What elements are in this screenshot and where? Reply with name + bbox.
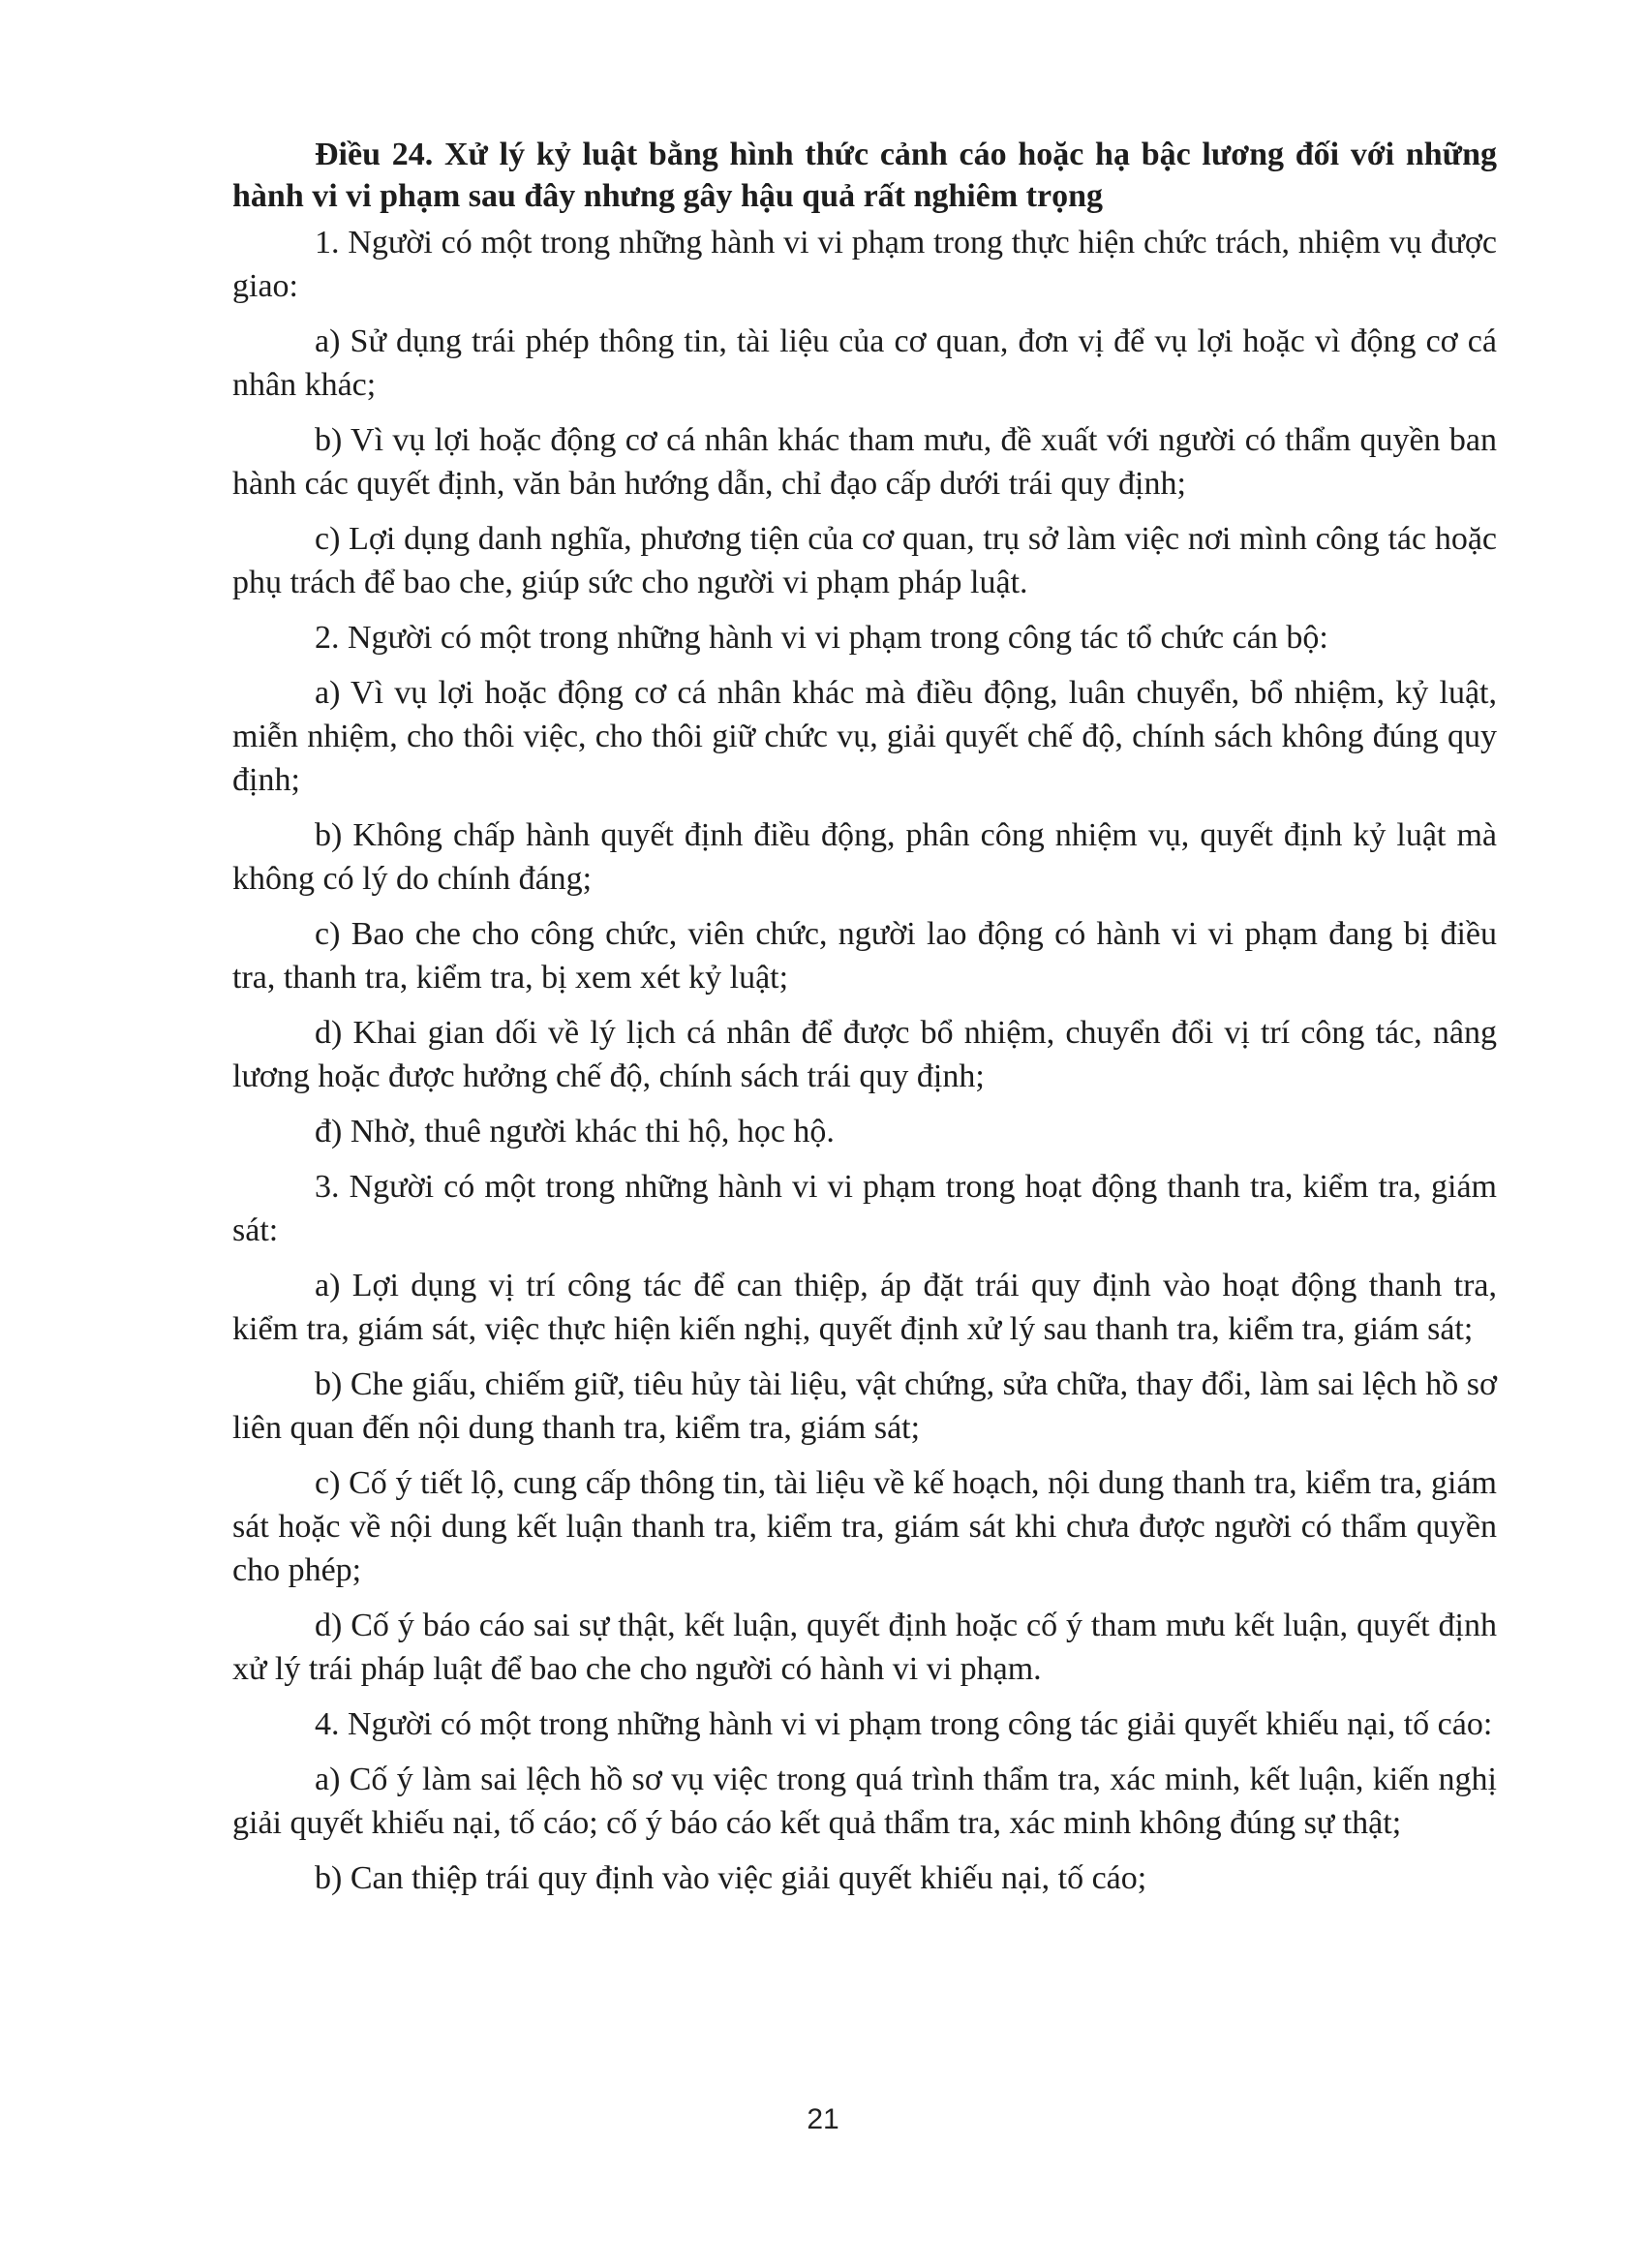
document-body <box>232 134 1497 1912</box>
paragraph-clause-1a: a) Sử dụng trái phép thông tin, tài liệu của cơ quan, đơn vị để vụ lợi hoặc vì động cơ cá nhân khác; <box>232 323 1497 403</box>
paragraph-clause-2d: d) Khai gian dối về lý lịch cá nhân để được bổ nhiệm, chuyển đổi vị trí công tác, nâng lương hoặc được hưởng chế độ, chính sách trái quy định; <box>232 1015 1497 1094</box>
paragraph-clause-3a: a) Lợi dụng vị trí công tác để can thiệp, áp đặt trái quy định vào hoạt động thanh tra, kiểm tra, giám sát, việc thực hiện kiến nghị, quyết định xử lý sau thanh tra, kiểm tra, giám sát; <box>232 1268 1497 1347</box>
paragraph-clause-1c: c) Lợi dụng danh nghĩa, phương tiện của cơ quan, trụ sở làm việc nơi mình công tác hoặc phụ trách để bao che, giúp sức cho người vi phạm pháp luật. <box>232 521 1497 600</box>
paragraph-clause-2a: a) Vì vụ lợi hoặc động cơ cá nhân khác mà điều động, luân chuyển, bổ nhiệm, kỷ luật, miễn nhiệm, cho thôi việc, cho thôi giữ chức vụ, giải quyết chế độ, chính sách không đúng quy định; <box>232 675 1497 798</box>
article-heading: Điều 24. Xử lý kỷ luật bằng hình thức cảnh cáo hoặc hạ bậc lương đối với những hành vi vi phạm sau đây nhưng gây hậu quả rất nghiêm trọng <box>232 137 1497 214</box>
paragraph-clause-4: 4. Người có một trong những hành vi vi phạm trong công tác giải quyết khiếu nại, tố cáo: <box>315 1706 1493 1742</box>
paragraph-clause-1b: b) Vì vụ lợi hoặc động cơ cá nhân khác tham mưu, đề xuất với người có thẩm quyền ban hành các quyết định, văn bản hướng dẫn, chỉ đạo cấp dưới trái quy định; <box>232 422 1497 502</box>
paragraph-clause-2b: b) Không chấp hành quyết định điều động, phân công nhiệm vụ, quyết định kỷ luật mà không có lý do chính đáng; <box>232 817 1497 897</box>
paragraph-clause-3c: c) Cố ý tiết lộ, cung cấp thông tin, tài liệu về kế hoạch, nội dung thanh tra, kiểm tra, giám sát hoặc về nội dung kết luận thanh tra, kiểm tra, giám sát khi chưa được người có thẩm quyền cho phép; <box>232 1465 1497 1588</box>
paragraph-clause-2: 2. Người có một trong những hành vi vi phạm trong công tác tổ chức cán bộ: <box>315 620 1328 656</box>
paragraph-clause-4a: a) Cố ý làm sai lệch hồ sơ vụ việc trong quá trình thẩm tra, xác minh, kết luận, kiến nghị giải quyết khiếu nại, tố cáo; cố ý báo cáo kết quả thẩm tra, xác minh không đúng sự thật; <box>232 1762 1497 1841</box>
paragraph-clause-3: 3. Người có một trong những hành vi vi phạm trong hoạt động thanh tra, kiểm tra, giám sát: <box>232 1169 1497 1248</box>
paragraph-clause-3d: d) Cố ý báo cáo sai sự thật, kết luận, quyết định hoặc cố ý tham mưu kết luận, quyết định xử lý trái pháp luật để bao che cho người có hành vi vi phạm. <box>232 1608 1497 1687</box>
paragraph-clause-2c: c) Bao che cho công chức, viên chức, người lao động có hành vi vi phạm đang bị điều tra, thanh tra, kiểm tra, bị xem xét kỷ luật; <box>232 916 1497 996</box>
paragraph-clause-1: 1. Người có một trong những hành vi vi phạm trong thực hiện chức trách, nhiệm vụ được giao: <box>232 225 1497 304</box>
paragraph-clause-4b: b) Can thiệp trái quy định vào việc giải quyết khiếu nại, tố cáo; <box>315 1860 1147 1896</box>
page-number: 21 <box>807 2103 839 2135</box>
paragraph-clause-3b: b) Che giấu, chiếm giữ, tiêu hủy tài liệu, vật chứng, sửa chữa, thay đổi, làm sai lệch hồ sơ liên quan đến nội dung thanh tra, kiểm tra, giám sát; <box>232 1366 1497 1446</box>
paragraph-clause-2dd: đ) Nhờ, thuê người khác thi hộ, học hộ. <box>315 1114 835 1149</box>
